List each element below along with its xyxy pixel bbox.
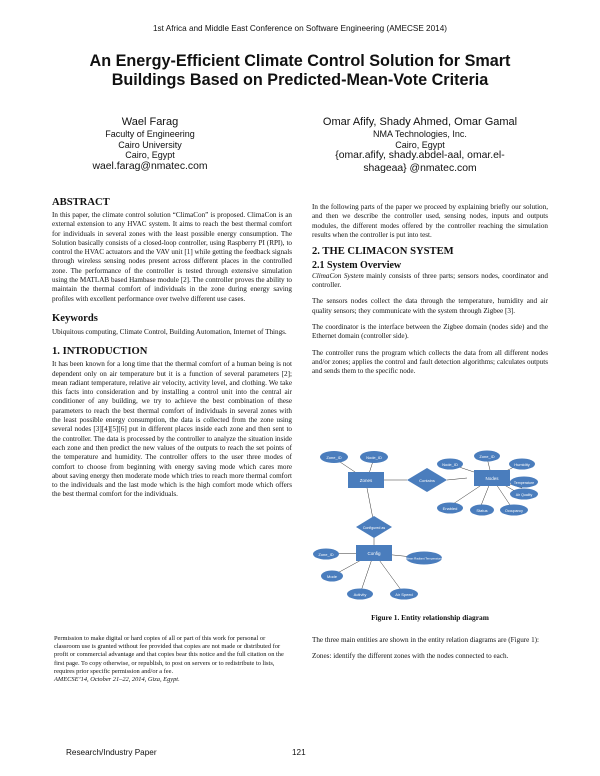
author-name-left: Wael Farag [121,116,179,128]
relation-contains-label: Contains [419,478,435,483]
overview-paragraph-2: The sensors nodes collect the data through the temperature, humidity and air quality sensors; they communicate with the system through Zigbee [3]. [312,297,548,315]
author-block-right [305,116,535,175]
author-affiliation-left: Faculty of Engineering [105,129,195,139]
attr-status-label: Status [476,508,488,513]
paper-title [40,52,560,90]
title-line-1: An Energy-Efficient Climate Control Solution for Smart [89,52,511,70]
permission-text: Permission to make digital or hard copies of all or part of this work for personal or classroom use is granted without fee provided that copies are not made or distributed for profit or commercial advantage and that copies bear this notice and the full citation on the first page. To copy otherwise, or republish, to post on servers or to redistribute to lists, requires prior specific permission and/or a fee. [54,635,284,675]
attr-mode-label: Mode [326,574,338,579]
entity-zones-label: Zones [359,478,373,483]
section-2-heading: 2. THE CLIMACON SYSTEM [312,246,454,258]
attr-zone-id-3-label: Zone_ID [318,552,334,557]
figure-1-caption: Figure 1. Entity relationship diagram [371,613,489,622]
conference-header: 1st Africa and Middle East Conference on Software Engineering (AMECSE 2014) [153,24,447,33]
overview-paragraph-1-rest: mainly consists of three parts; sensors nodes, coordinator and controller. [312,271,548,290]
author-name-right: Omar Afify, Shady Ahmed, Omar Gamal [322,116,518,128]
entity-relationship-diagram [312,448,548,606]
page-number: 121 [292,748,306,757]
author-location-left: Cairo, Egypt [125,150,175,161]
author-block-left [70,116,230,173]
relation-configured-as-label: Configured as [362,526,386,530]
attr-mean-radiant-label: Mean Radiant Temperature [405,556,443,561]
author-location-right: Cairo, Egypt [395,139,445,150]
right-column-bottom [312,636,548,669]
author-affiliation-right: NMA Technologies, Inc. [373,129,467,139]
entity-config-label: Config [367,551,381,556]
right-column-top [312,203,548,383]
section-2-1-heading: 2.1 System Overview [312,260,402,272]
left-column [52,197,292,500]
attr-air-quality-label: Air Quality [515,493,533,497]
abstract-text: In this paper, the climate control solution “ClimaCon” is proposed. ClimaCon is an external extension to any HVAC system. It aims to reach the best thermal comfort for individuals in several zones with the least possible energy consumption. The Solution basically consists of a closed-loop controller, using Raspberry PI (RPI), to control the HVAC actuators and the VAV unit [1] while getting the feedback signals through wireless sensing nodes present across different places in the controlled zone. The performance of the controller is tested through extensive simulation using the MATLAB based Hambase module [2]. The controller proves the ability to maintain the thermal comfort of individuals in the zone during energy saving profiles with excellent performance over twelve different use cases. [52,211,292,303]
attr-activity-label: Activity [353,592,367,597]
keywords-text: Ubiquitous computing, Climate Control, Building Automation, Internet of Things. [52,327,287,336]
attr-zone-id-2-label: Zone_ID [479,454,495,459]
author-university-left: Cairo University [118,139,182,150]
entities-paragraph: The three main entities are shown in the entity relation diagrams are (Figure 1): [312,636,540,644]
zones-paragraph: Zones: identify the different zones with the nodes connected to each. [312,652,509,661]
climacon-system-term: ClimaCon System [312,271,364,280]
permission-notice [54,635,292,684]
footer-label: Research/Industry Paper [66,748,157,757]
attr-temperature-label: Temperature [513,481,535,485]
title-line-2: Buildings Based on Predicted-Mean-Vote Criteria [111,71,489,89]
overview-paragraph-1 [312,272,548,291]
attr-humidity-label: Humidity [514,462,530,467]
author-email-left: wael.farag@nmatec.com [92,160,208,172]
introduction-heading: 1. INTRODUCTION [52,346,148,358]
attr-node-id-1-label: Node_ID [366,455,382,460]
attr-zone-id-1-label: Zone_ID [326,455,342,460]
attr-enabled-label: Enabled [442,506,458,511]
author-email-right-1: {omar.afify, shady.abdel-aal, omar.el- [335,150,505,162]
overview-paragraph-3: The coordinator is the interface between the Zigbee domain (nodes side) and the Ethernet domain (controller side). [312,322,548,341]
right-intro-paragraph: In the following parts of the paper we proceed by explaining briefly our solution, and then we describe the controller used, sensing nodes, inputs and outputs modules, the different modes offered by the controller reaching the simulation results when the controller is put into test. [312,203,548,239]
keywords-heading: Keywords [52,312,98,324]
permission-venue: AMECSE’14, October 21–22, 2014, Giza, Egypt. [54,676,180,684]
overview-paragraph-4: The controller runs the program which collects the data from all different nodes and/or zones; applies the control and fault detection algorithms; calculates outputs and sends them to the specific node. [312,348,548,376]
abstract-heading: ABSTRACT [52,197,110,208]
entity-nodes-label: Nodes [485,476,499,481]
attr-node-id-2-label: Node_ID [442,462,458,467]
attr-occupancy-label: Occupancy [505,509,523,513]
introduction-text: It has been known for a long time that the thermal comfort of a human being is not dependent only on air temperature but it is a function of several parameters [2]; mean radiant temperature, relative air velocity, activity level, and clothing. We take this facts into consideration and by installing a control unit into the central air conditioner of any building, we try to achieve the best combination of these parameters to reach the best thermal comfort of individuals in several zones with the least possible energy consumption, the data is collected from the zone using several nodes [3][4][5][6] put in different places inside each zone and then sent to the controller. The data is processed by the controller to analyze the situation inside each zone and then predict the new values of the outputs to reach the set points of the temperature and humidity. The controller offers to the user three modes of comfort to choose from beginning with energy saving mode which cares more about saving energy then moderate mode which tries to reach more thermal comfort to the individuals and the last mode which is the high comfort mode which offers the best thermal comfort for the individuals. [52,360,292,499]
author-email-right-2: shageaa} @nmatec.com [363,162,477,174]
attr-air-speed-label: Air Speed [395,592,413,597]
